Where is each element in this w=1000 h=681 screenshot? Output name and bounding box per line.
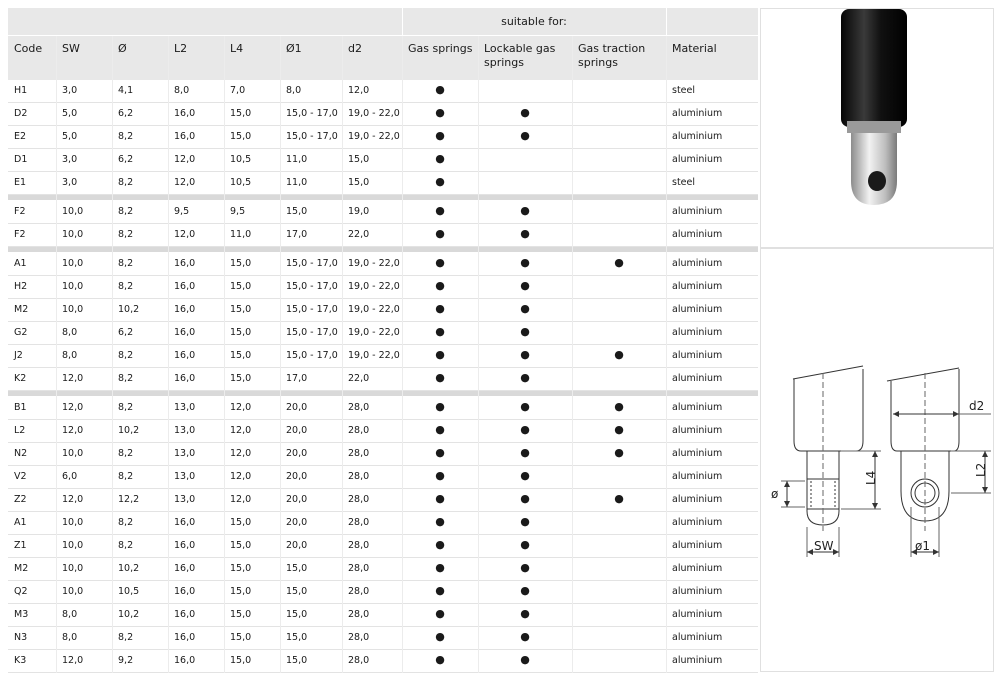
table-cell-mat: aluminium [672,131,723,142]
table-cell-mat: aluminium [672,540,723,551]
table-cell-d: 8,2 [118,177,134,188]
table-cell-sw: 10,0 [62,517,84,528]
column-header: Gas springs [402,36,478,80]
column-header: Ø1 [280,36,342,80]
table-cell-mat: aluminium [672,229,723,240]
suitability-dot: ● [435,371,445,384]
suitability-dot: ● [435,106,445,119]
column-divider [666,36,667,673]
table-cell-d: 8,2 [118,632,134,643]
table-cell-code: H2 [14,281,28,292]
table-cell-d: 6,2 [118,154,134,165]
table-cell-mat: aluminium [672,350,723,361]
table-cell-d2: 19,0 - 22,0 [348,131,400,142]
table-cell-d1: 20,0 [286,471,308,482]
table-cell-l4: 11,0 [230,229,252,240]
table-cell-l2: 8,0 [174,85,190,96]
column-header: d2 [342,36,402,80]
table-cell-l4: 15,0 [230,517,252,528]
table-cell-l2: 13,0 [174,425,196,436]
table-cell-d1: 20,0 [286,448,308,459]
suitability-dot: ● [614,256,624,269]
table-cell-d2: 28,0 [348,609,370,620]
table-cell-sw: 10,0 [62,304,84,315]
table-cell-d2: 28,0 [348,632,370,643]
table-cell-sw: 5,0 [62,131,78,142]
table-cell-mat: aluminium [672,373,723,384]
table-cell-l2: 13,0 [174,494,196,505]
table-cell-l4: 12,0 [230,471,252,482]
table-cell-d: 6,2 [118,327,134,338]
table-cell-d2: 19,0 - 22,0 [348,327,400,338]
suitability-dot: ● [520,302,530,315]
table-cell-sw: 10,0 [62,540,84,551]
column-divider [224,36,225,673]
table-cell-l4: 15,0 [230,655,252,666]
table-cell-l4: 12,0 [230,448,252,459]
table-cell-d1: 17,0 [286,373,308,384]
table-cell-code: M2 [14,563,29,574]
table-cell-l4: 15,0 [230,563,252,574]
table-cell-sw: 10,0 [62,229,84,240]
table-cell-d1: 15,0 [286,655,308,666]
table-cell-d2: 28,0 [348,425,370,436]
table-cell-code: G2 [14,327,28,338]
suitability-dot: ● [520,279,530,292]
suitability-dot: ● [435,175,445,188]
table-cell-d1: 20,0 [286,494,308,505]
table-cell-l2: 16,0 [174,131,196,142]
table-cell-d1: 20,0 [286,540,308,551]
table-cell-sw: 12,0 [62,425,84,436]
column-divider [168,36,169,673]
suitability-dot: ● [520,325,530,338]
suitability-dot: ● [435,423,445,436]
table-cell-l2: 16,0 [174,609,196,620]
table-cell-l2: 16,0 [174,517,196,528]
drawing-panel [760,248,994,672]
table-cell-d2: 19,0 - 22,0 [348,350,400,361]
suitability-dot: ● [520,256,530,269]
table-cell-l2: 12,0 [174,229,196,240]
column-divider [280,36,281,673]
table-cell-d2: 28,0 [348,517,370,528]
table-cell-l4: 15,0 [230,131,252,142]
suitability-dot: ● [520,204,530,217]
suitability-dot: ● [435,204,445,217]
table-cell-d: 10,2 [118,563,140,574]
table-cell-l4: 15,0 [230,350,252,361]
table-cell-l4: 12,0 [230,494,252,505]
table-cell-d1: 15,0 [286,206,308,217]
suitability-dot: ● [435,348,445,361]
suitability-dot: ● [520,371,530,384]
dim-d1-label: ø1 [915,539,930,553]
table-cell-d: 8,2 [118,229,134,240]
table-cell-d1: 20,0 [286,402,308,413]
suitability-dot: ● [614,348,624,361]
table-cell-l4: 15,0 [230,281,252,292]
table-cell-code: F2 [14,229,26,240]
table-cell-d1: 20,0 [286,517,308,528]
dim-sw-label: SW [814,539,834,553]
table-cell-mat: aluminium [672,563,723,574]
table-cell-d1: 15,0 [286,586,308,597]
table-cell-d: 9,2 [118,655,134,666]
table-cell-d: 6,2 [118,108,134,119]
table-cell-code: N3 [14,632,28,643]
table-cell-d1: 15,0 - 17,0 [286,281,338,292]
table-cell-d2: 28,0 [348,494,370,505]
table-cell-code: A1 [14,258,27,269]
suitability-dot: ● [435,584,445,597]
table-cell-code: V2 [14,471,27,482]
column-header: Code [8,36,56,80]
table-cell-mat: steel [672,177,696,188]
table-cell-d2: 15,0 [348,154,370,165]
suitability-dot: ● [435,83,445,96]
table-cell-sw: 10,0 [62,586,84,597]
suitability-dot: ● [435,302,445,315]
table-cell-d: 8,2 [118,281,134,292]
table-cell-sw: 8,0 [62,327,78,338]
suitability-dot: ● [435,279,445,292]
table-cell-l2: 12,0 [174,177,196,188]
table-cell-d: 8,2 [118,402,134,413]
table-cell-d: 8,2 [118,471,134,482]
suitability-dot: ● [520,561,530,574]
table-cell-code: B1 [14,402,27,413]
suitability-dot: ● [520,446,530,459]
table-cell-d1: 11,0 [286,154,308,165]
table-cell-l2: 12,0 [174,154,196,165]
table-cell-code: D1 [14,154,28,165]
table-cell-d2: 28,0 [348,563,370,574]
table-cell-d1: 15,0 - 17,0 [286,327,338,338]
table-cell-d1: 20,0 [286,425,308,436]
suitability-dot: ● [435,400,445,413]
column-header: Material [666,36,758,80]
column-divider [56,36,57,673]
table-cell-d: 10,5 [118,586,140,597]
table-cell-code: H1 [14,85,28,96]
column-divider [572,36,573,673]
gas-spring-eye-photo [761,9,993,247]
table-cell-d: 8,2 [118,350,134,361]
table-cell-mat: aluminium [672,206,723,217]
table-cell-d1: 8,0 [286,85,302,96]
table-cell-d: 8,2 [118,448,134,459]
table-cell-code: E1 [14,177,27,188]
suitability-dot: ● [435,653,445,666]
dim-d2-label: d2 [969,399,985,413]
table-cell-d2: 19,0 [348,206,370,217]
table-cell-l4: 15,0 [230,609,252,620]
table-cell-d2: 28,0 [348,655,370,666]
table-cell-mat: aluminium [672,517,723,528]
suitability-dot: ● [435,492,445,505]
table-cell-d1: 15,0 - 17,0 [286,350,338,361]
table-cell-mat: aluminium [672,425,723,436]
table-cell-d1: 15,0 - 17,0 [286,258,338,269]
group-separator [8,391,758,396]
table-cell-mat: aluminium [672,258,723,269]
suitability-dot: ● [520,400,530,413]
suitability-dot: ● [520,348,530,361]
table-cell-l2: 16,0 [174,632,196,643]
table-cell-mat: aluminium [672,154,723,165]
table-cell-l4: 15,0 [230,327,252,338]
table-cell-sw: 5,0 [62,108,78,119]
table-cell-d: 10,2 [118,425,140,436]
table-cell-d: 8,2 [118,206,134,217]
table-cell-d2: 19,0 - 22,0 [348,108,400,119]
table-cell-d2: 19,0 - 22,0 [348,281,400,292]
column-divider [112,36,113,673]
column-divider [478,36,479,673]
table-cell-d: 8,2 [118,373,134,384]
table-cell-d1: 15,0 - 17,0 [286,108,338,119]
suitability-dot: ● [435,630,445,643]
table-cell-l4: 15,0 [230,540,252,551]
table-cell-l2: 16,0 [174,350,196,361]
suitability-dot: ● [520,423,530,436]
table-cell-l2: 16,0 [174,327,196,338]
table-cell-code: N2 [14,448,28,459]
suitability-dot: ● [520,515,530,528]
suitability-dot: ● [520,129,530,142]
table-cell-code: M3 [14,609,29,620]
table-cell-sw: 8,0 [62,609,78,620]
table-cell-sw: 10,0 [62,281,84,292]
table-cell-d1: 17,0 [286,229,308,240]
table-cell-code: E2 [14,131,27,142]
table-cell-d2: 19,0 - 22,0 [348,304,400,315]
table-cell-code: Q2 [14,586,28,597]
table-cell-l4: 7,0 [230,85,246,96]
column-header: Ø [112,36,168,80]
table-cell-d2: 28,0 [348,471,370,482]
table-cell-d: 4,1 [118,85,134,96]
suitability-dot: ● [520,630,530,643]
suitability-dot: ● [435,152,445,165]
table-cell-sw: 12,0 [62,655,84,666]
table-cell-sw: 12,0 [62,402,84,413]
table-cell-l4: 15,0 [230,304,252,315]
table-cell-code: L2 [14,425,26,436]
table-cell-mat: aluminium [672,494,723,505]
table-cell-d1: 15,0 - 17,0 [286,131,338,142]
table-cell-d2: 22,0 [348,373,370,384]
table-cell-mat: aluminium [672,327,723,338]
suitability-dot: ● [520,106,530,119]
column-divider [342,36,343,673]
table-cell-sw: 3,0 [62,154,78,165]
suitability-dot: ● [614,423,624,436]
table-cell-l2: 9,5 [174,206,190,217]
table-cell-mat: steel [672,85,696,96]
table-cell-d: 8,2 [118,131,134,142]
suitability-dot: ● [520,584,530,597]
column-divider [402,36,403,673]
table-cell-l4: 10,5 [230,177,252,188]
table-cell-sw: 12,0 [62,494,84,505]
table-cell-mat: aluminium [672,108,723,119]
table-cell-d2: 19,0 - 22,0 [348,258,400,269]
table-cell-sw: 8,0 [62,632,78,643]
column-header: Lockable gas springs [478,36,572,80]
table-cell-mat: aluminium [672,471,723,482]
column-header: Gas traction springs [572,36,666,80]
header-divider [666,8,667,35]
table-cell-mat: aluminium [672,304,723,315]
table-cell-sw: 3,0 [62,85,78,96]
table-cell-sw: 6,0 [62,471,78,482]
table-cell-sw: 10,0 [62,258,84,269]
suitability-dot: ● [520,538,530,551]
table-cell-mat: aluminium [672,586,723,597]
table-cell-l2: 16,0 [174,108,196,119]
table-cell-l2: 16,0 [174,281,196,292]
suitability-dot: ● [520,492,530,505]
group-separator [8,247,758,252]
table-cell-d1: 15,0 [286,563,308,574]
table-cell-code: Z2 [14,494,27,505]
suitability-dot: ● [520,227,530,240]
table-cell-l4: 15,0 [230,586,252,597]
suitability-dot: ● [435,607,445,620]
dim-l4-label: L4 [864,470,878,485]
table-cell-mat: aluminium [672,632,723,643]
suitability-dot: ● [520,653,530,666]
table-cell-mat: aluminium [672,448,723,459]
suitability-dot: ● [435,325,445,338]
suitability-dot: ● [520,607,530,620]
table-cell-l2: 16,0 [174,655,196,666]
table-cell-l2: 13,0 [174,448,196,459]
suitability-dot: ● [614,492,624,505]
header-divider [402,8,403,35]
table-cell-l2: 13,0 [174,402,196,413]
photo-panel [760,8,994,248]
suitable-for-header: suitable for: [402,8,666,35]
table-cell-l4: 10,5 [230,154,252,165]
row-divider [8,672,758,673]
table-cell-mat: aluminium [672,281,723,292]
table-cell-d1: 15,0 [286,609,308,620]
table-cell-l4: 15,0 [230,108,252,119]
suitability-dot: ● [435,469,445,482]
table-cell-d: 12,2 [118,494,140,505]
table-cell-d2: 28,0 [348,540,370,551]
table-cell-code: K3 [14,655,27,666]
suitability-dot: ● [435,446,445,459]
table-cell-code: J2 [14,350,23,361]
table-cell-d2: 28,0 [348,586,370,597]
table-cell-d1: 15,0 - 17,0 [286,304,338,315]
table-cell-code: K2 [14,373,27,384]
table-cell-d1: 15,0 [286,632,308,643]
table-cell-l2: 16,0 [174,586,196,597]
suitability-dot: ● [520,469,530,482]
table-cell-l2: 13,0 [174,471,196,482]
table-cell-sw: 12,0 [62,373,84,384]
table-cell-l2: 16,0 [174,563,196,574]
table-cell-d2: 15,0 [348,177,370,188]
suitability-dot: ● [435,256,445,269]
table-cell-mat: aluminium [672,655,723,666]
table-cell-sw: 10,0 [62,563,84,574]
table-cell-l4: 9,5 [230,206,246,217]
table-cell-d2: 12,0 [348,85,370,96]
suitability-dot: ● [435,227,445,240]
dim-d-label: ø [771,487,779,501]
table-cell-l4: 15,0 [230,258,252,269]
table-cell-code: D2 [14,108,28,119]
column-header: L4 [224,36,280,80]
suitability-dot: ● [435,561,445,574]
dim-l2-label: L2 [974,462,988,477]
technical-drawing [761,249,993,671]
table-cell-l4: 15,0 [230,373,252,384]
table-cell-l2: 16,0 [174,540,196,551]
suitability-dot: ● [614,400,624,413]
table-cell-sw: 8,0 [62,350,78,361]
suitability-dot: ● [435,515,445,528]
table-cell-code: F2 [14,206,26,217]
table-cell-l4: 12,0 [230,402,252,413]
column-header: SW [56,36,112,80]
table-cell-d: 8,2 [118,517,134,528]
suitability-dot: ● [614,446,624,459]
table-cell-d1: 11,0 [286,177,308,188]
table-cell-d2: 28,0 [348,402,370,413]
table-cell-d: 10,2 [118,304,140,315]
table-cell-mat: aluminium [672,609,723,620]
table-cell-mat: aluminium [672,402,723,413]
suitability-dot: ● [435,129,445,142]
group-separator [8,195,758,200]
table-cell-code: Z1 [14,540,27,551]
column-header: L2 [168,36,224,80]
table-cell-sw: 10,0 [62,448,84,459]
table-cell-sw: 10,0 [62,206,84,217]
suitability-dot: ● [435,538,445,551]
table-cell-d: 10,2 [118,609,140,620]
table-cell-l4: 12,0 [230,425,252,436]
table-cell-d2: 28,0 [348,448,370,459]
table-cell-code: A1 [14,517,27,528]
table-cell-sw: 3,0 [62,177,78,188]
table-cell-l2: 16,0 [174,373,196,384]
table-cell-l4: 15,0 [230,632,252,643]
table-cell-d: 8,2 [118,540,134,551]
table-cell-code: M2 [14,304,29,315]
table-cell-d2: 22,0 [348,229,370,240]
table-cell-l2: 16,0 [174,258,196,269]
table-cell-d: 8,2 [118,258,134,269]
table-cell-l2: 16,0 [174,304,196,315]
